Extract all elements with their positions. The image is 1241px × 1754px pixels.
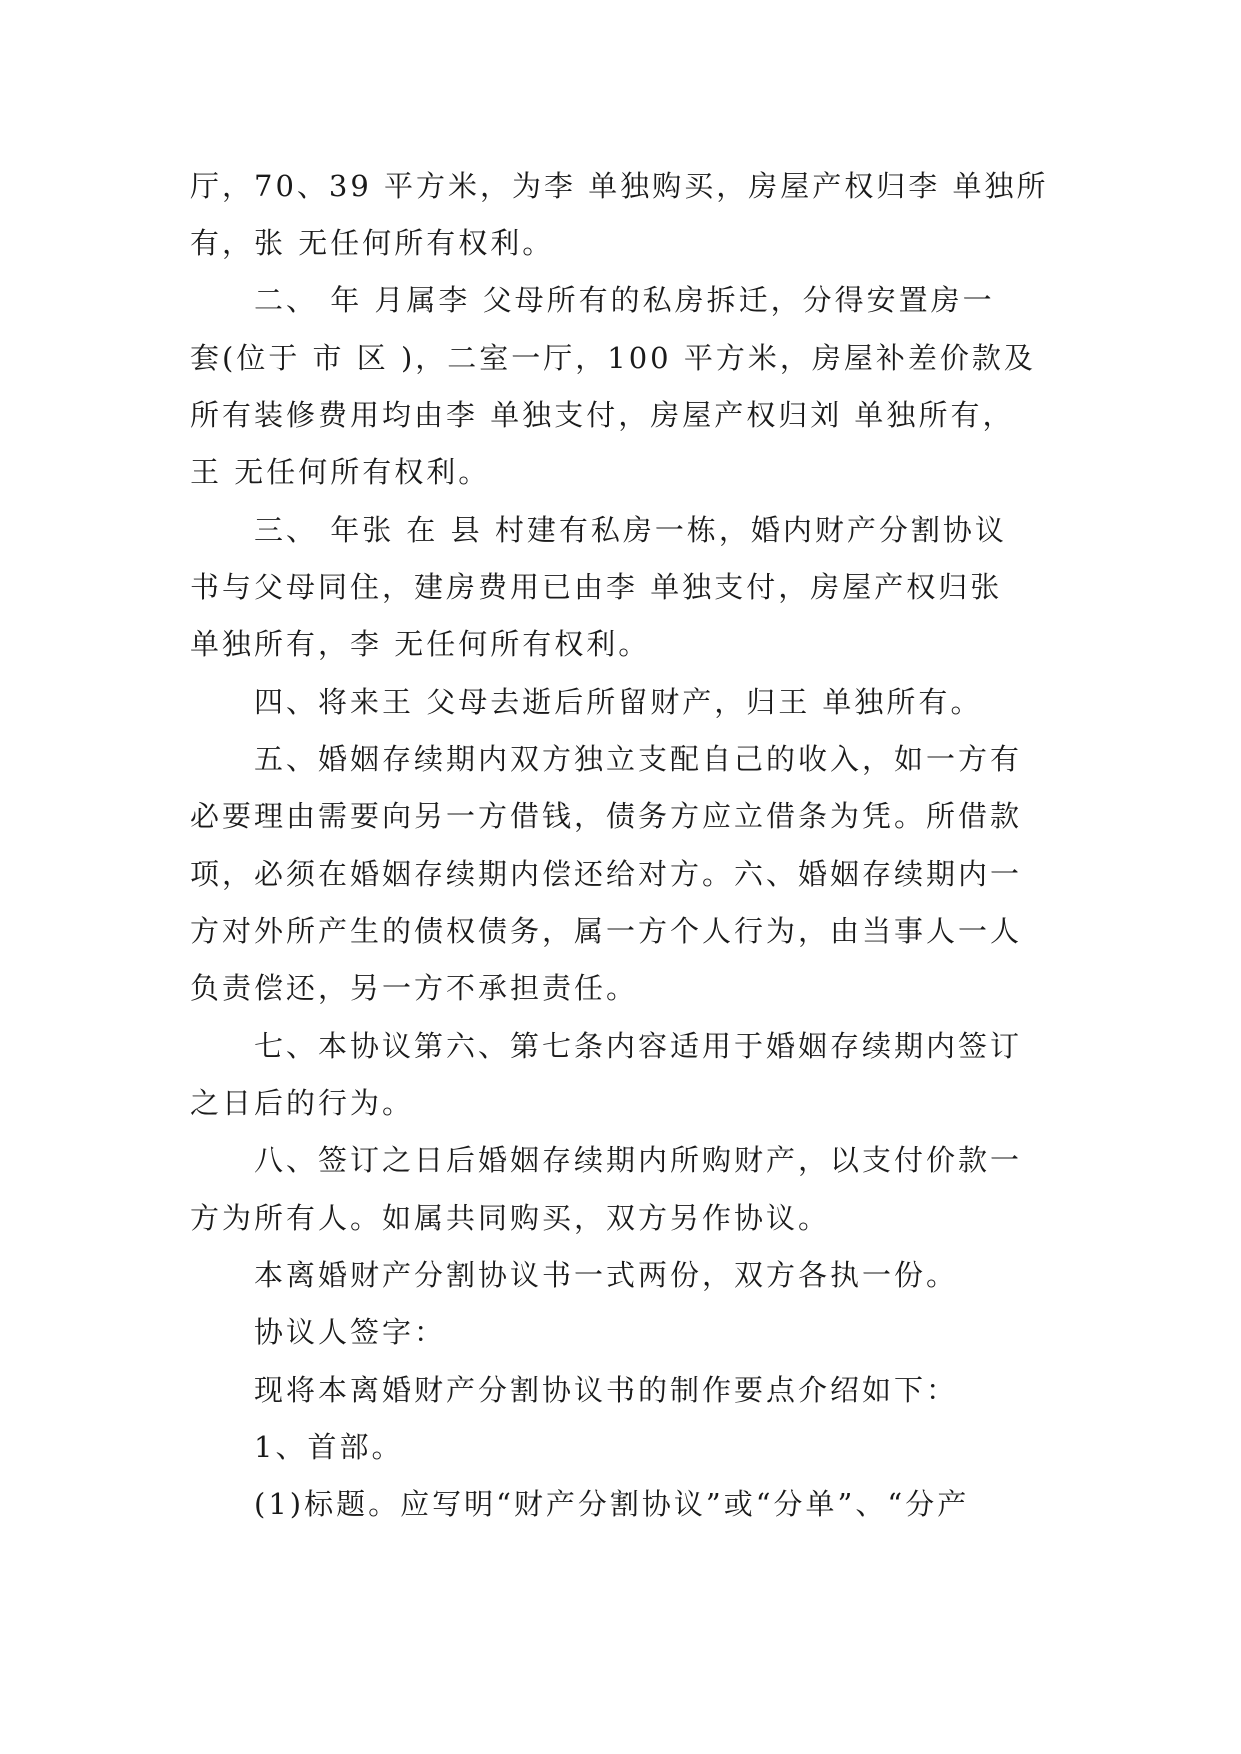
text-line: 协议人签字： xyxy=(254,1315,447,1349)
text-line: 套(位于 市 区 )，二室一厅，100 平方米，房屋补差价款及 xyxy=(190,341,1036,375)
text-line: 书与父母同住，建房费用已由李 单独支付，房屋产权归张 xyxy=(190,570,1003,604)
text-line: 本离婚财产分割协议书一式两份，双方各执一份。 xyxy=(254,1258,959,1292)
text-line: 现将本离婚财产分割协议书的制作要点介绍如下： xyxy=(254,1373,959,1407)
text-line: 必要理由需要向另一方借钱，债务方应立借条为凭。所借款 xyxy=(190,799,1023,833)
text-line: 二、 年 月属李 父母所有的私房拆迁，分得安置房一 xyxy=(254,283,995,317)
text-line: 三、 年张 在 县 村建有私房一栋，婚内财产分割协议 xyxy=(254,513,1007,547)
text-line: 八、签订之日后婚姻存续期内所购财产，以支付价款一 xyxy=(254,1143,1023,1177)
text-line: 项，必须在婚姻存续期内偿还给对方。六、婚姻存续期内一 xyxy=(190,857,1023,891)
text-line: 1、首部。 xyxy=(254,1430,404,1464)
text-line: 负责偿还，另一方不承担责任。 xyxy=(190,971,639,1005)
text-line: 方为所有人。如属共同购买，双方另作协议。 xyxy=(190,1201,831,1235)
text-line: 厅，70、39 平方米，为李 单独购买，房屋产权归李 单独所 xyxy=(190,169,1049,203)
text-line: 四、将来王 父母去逝后所留财产，归王 单独所有。 xyxy=(254,685,983,719)
text-line: 单独所有，李 无任何所有权利。 xyxy=(190,627,651,661)
text-line: 七、本协议第六、第七条内容适用于婚姻存续期内签订 xyxy=(254,1029,1023,1063)
text-line: 方对外所产生的债权债务，属一方个人行为，由当事人一人 xyxy=(190,914,1023,948)
text-line: (1)标题。应写明“财产分割协议”或“分单”、“分产 xyxy=(254,1487,970,1521)
text-line: 之日后的行为。 xyxy=(190,1086,415,1120)
text-line: 有，张 无任何所有权利。 xyxy=(190,226,555,260)
text-line: 五、婚姻存续期内双方独立支配自己的收入，如一方有 xyxy=(254,742,1023,776)
text-line: 所有装修费用均由李 单独支付，房屋产权归刘 单独所有， xyxy=(190,398,1015,432)
text-line: 王 无任何所有权利。 xyxy=(190,455,491,489)
